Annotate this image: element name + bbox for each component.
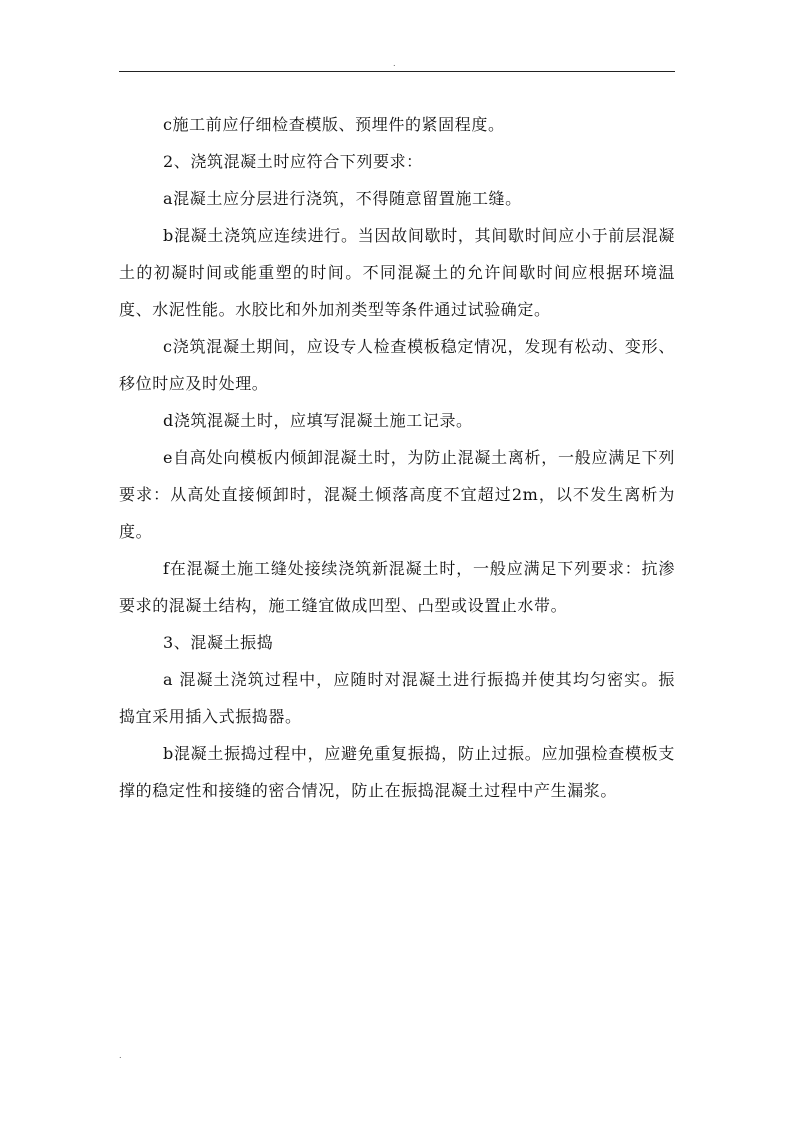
header-mark: . [393,59,396,68]
section-heading-vibration: 3、混凝土振捣 [163,633,274,652]
paragraph-a-vibration: a 混凝土浇筑过程中，应随时对混凝土进行振捣并使其均匀密实。振捣宜采用插入式振捣器。 [119,670,675,726]
document-body [119,106,675,809]
paragraph-a-layered-pouring: a混凝土应分层进行浇筑，不得随意留置施工缝。 [163,189,522,208]
header-divider [119,71,675,72]
paragraph-b-continuous-pouring: b混凝土浇筑应连续进行。当因故间歇时，其间歇时间应小于前层混凝土的初凝时间或能重塑的时间。不同混凝土的允许间歇时间应根据环境温度、水泥性能。水胶比和外加剂类型等条件通过试验确定。 [119,226,675,319]
paragraph-e-drop-height: e自高处向模板内倾卸混凝土时，为防止混凝土离析，一般应满足下列要求：从高处直接倾卸时，混凝土倾落高度不宜超过2m，以不发生离析为度。 [119,448,675,541]
footer-mark: . [119,1051,122,1060]
paragraph-f-construction-joint: f在混凝土施工缝处接续浇筑新混凝土时，一般应满足下列要求：抗渗要求的混凝土结构，施工缝宜做成凹型、凸型或设置止水带。 [119,559,675,615]
paragraph-c-formwork-monitoring: c浇筑混凝土期间，应设专人检查模板稳定情况，发现有松动、变形、移位时应及时处理。 [119,337,675,393]
paragraph-b-avoid-over-vibration: b混凝土振捣过程中，应避免重复振捣，防止过振。应加强检查模板支撑的稳定性和接缝的密合情况，防止在振捣混凝土过程中产生漏浆。 [119,744,675,800]
paragraph-c-inspect-formwork: c施工前应仔细检查模版、预埋件的紧固程度。 [163,115,505,134]
paragraph-d-construction-record: d浇筑混凝土时，应填写混凝土施工记录。 [163,411,473,430]
section-heading-pouring-requirements: 2、浇筑混凝土时应符合下列要求： [163,152,423,171]
